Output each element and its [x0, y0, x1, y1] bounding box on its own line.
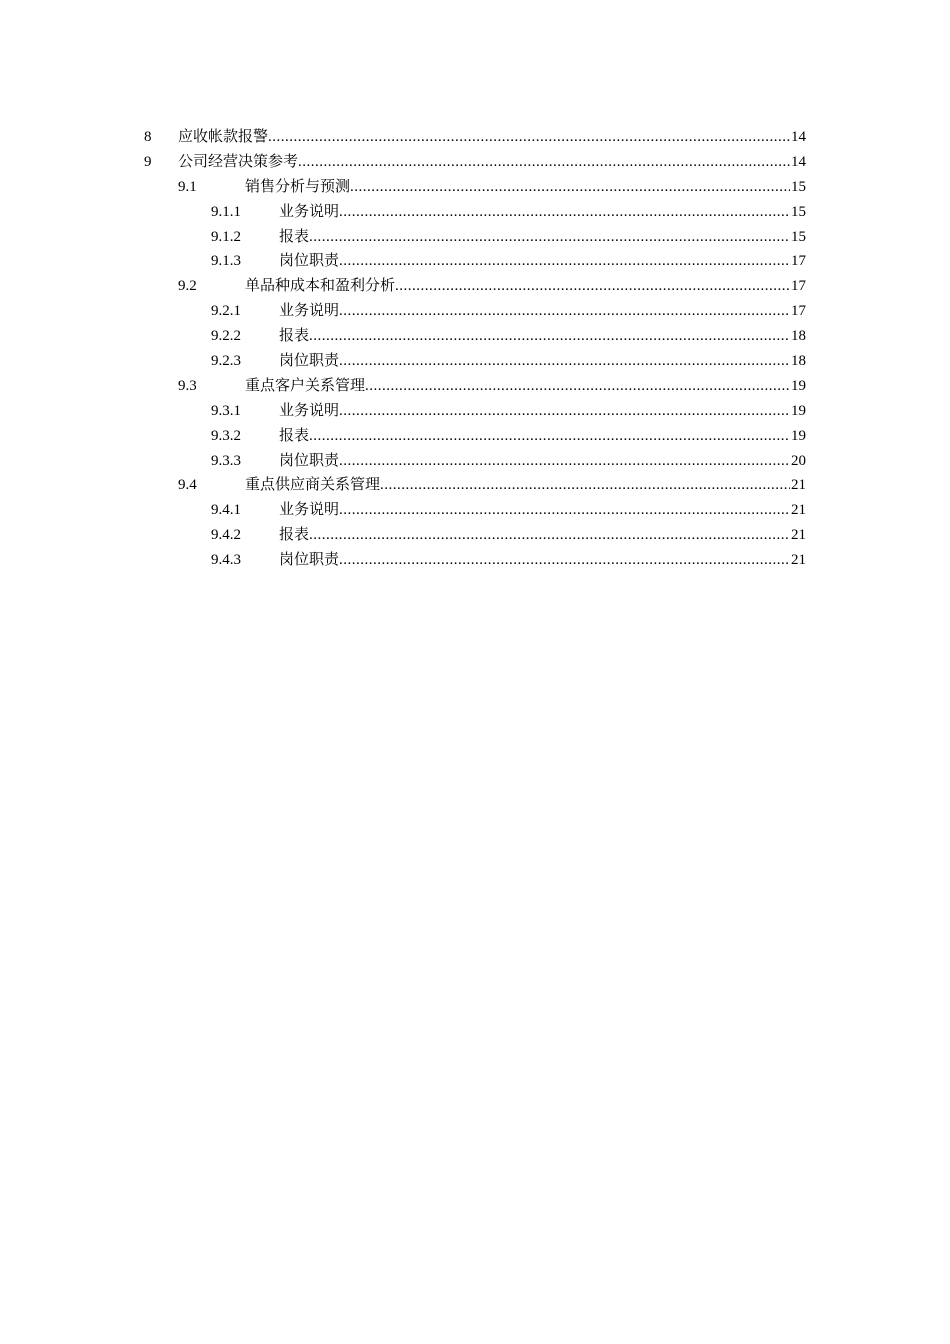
toc-entry-line	[279, 548, 806, 573]
toc-dot-leader	[339, 498, 790, 523]
toc-entry-page-number: 15	[791, 228, 806, 245]
toc-entry-number: 9.4	[178, 477, 197, 494]
toc-entry[interactable]	[0, 523, 950, 548]
toc-entry[interactable]	[0, 498, 950, 523]
toc-entry-line	[279, 424, 806, 449]
toc-entry-number: 9.3.3	[211, 452, 241, 469]
toc-entry-page-number: 15	[791, 178, 806, 195]
toc-entry-line	[279, 349, 806, 374]
toc-dot-leader	[309, 225, 790, 250]
toc-dot-leader	[380, 473, 790, 498]
toc-entry-line	[279, 449, 806, 474]
toc-dot-leader	[309, 424, 790, 449]
toc-entry-line	[178, 150, 806, 175]
toc-entry-line	[279, 200, 806, 225]
toc-dot-leader	[309, 523, 790, 548]
toc-entry-number: 9.1.1	[211, 203, 241, 220]
toc-entry-number: 9.3.2	[211, 427, 241, 444]
toc-entry-title[interactable]: 报表	[279, 225, 309, 250]
toc-entry[interactable]	[0, 150, 950, 175]
toc-entry-page-number: 18	[791, 328, 806, 345]
toc-entry[interactable]	[0, 125, 950, 150]
toc-entry-line	[279, 299, 806, 324]
toc-entry-number: 9.3	[178, 377, 197, 394]
toc-entry[interactable]	[0, 424, 950, 449]
toc-entry-line	[245, 274, 806, 299]
toc-entry-number: 9.1.2	[211, 228, 241, 245]
toc-entry-number: 8	[144, 129, 152, 145]
toc-dot-leader	[350, 175, 790, 200]
toc-entry-title[interactable]: 单品种成本和盈利分析	[245, 274, 395, 299]
toc-dot-leader	[309, 324, 790, 349]
toc-entry-line	[279, 399, 806, 424]
toc-entry[interactable]	[0, 324, 950, 349]
toc-entry-page-number: 15	[791, 203, 806, 220]
toc-entry-title[interactable]: 报表	[279, 324, 309, 349]
toc-entry-page-number: 20	[791, 452, 806, 469]
toc-dot-leader	[268, 125, 790, 150]
toc-entry[interactable]	[0, 399, 950, 424]
toc-entry-title[interactable]: 销售分析与预测	[245, 175, 350, 200]
toc-dot-leader	[339, 399, 790, 424]
toc-dot-leader	[339, 449, 790, 474]
toc-entry-line	[245, 374, 806, 399]
toc-entry-page-number: 17	[791, 253, 806, 270]
toc-entry-line	[279, 249, 806, 274]
toc-entry-title[interactable]: 业务说明	[279, 299, 339, 324]
toc-entry-title[interactable]: 报表	[279, 424, 309, 449]
toc-entry-page-number: 14	[791, 129, 806, 145]
toc-entry[interactable]	[0, 274, 950, 299]
toc-entry-title[interactable]: 岗位职责	[279, 449, 339, 474]
toc-entry-title[interactable]: 业务说明	[279, 498, 339, 523]
toc-entry-number: 9.2.1	[211, 303, 241, 320]
toc-entry-page-number: 14	[791, 153, 806, 170]
toc-entry[interactable]	[0, 548, 950, 573]
toc-entry-title[interactable]: 岗位职责	[279, 349, 339, 374]
toc-entry-page-number: 19	[791, 427, 806, 444]
toc-entry-line	[245, 175, 806, 200]
toc-entry-line	[279, 324, 806, 349]
toc-entry[interactable]	[0, 249, 950, 274]
toc-entry-page-number: 19	[791, 377, 806, 394]
toc-entry-line	[279, 523, 806, 548]
toc-entry-page-number: 21	[791, 477, 806, 494]
toc-entry-line	[279, 498, 806, 523]
toc-entry-number: 9	[144, 153, 152, 170]
toc-entry-number: 9.4.1	[211, 502, 241, 519]
toc-entry-number: 9.3.1	[211, 402, 241, 419]
toc-entry-number: 9.1.3	[211, 253, 241, 270]
table-of-contents	[0, 125, 950, 573]
toc-entry-title[interactable]: 应收帐款报警	[178, 125, 268, 150]
toc-entry-number: 9.2.2	[211, 328, 241, 345]
toc-entry[interactable]	[0, 175, 950, 200]
toc-entry-page-number: 19	[791, 402, 806, 419]
toc-entry-page-number: 21	[791, 502, 806, 519]
toc-dot-leader	[395, 274, 790, 299]
toc-entry-page-number: 17	[791, 303, 806, 320]
toc-entry[interactable]	[0, 225, 950, 250]
toc-entry[interactable]	[0, 200, 950, 225]
toc-entry-page-number: 18	[791, 353, 806, 370]
toc-entry-title[interactable]: 报表	[279, 523, 309, 548]
toc-dot-leader	[339, 200, 790, 225]
toc-entry-page-number: 21	[791, 527, 806, 544]
toc-entry-number: 9.1	[178, 178, 197, 195]
toc-entry-line	[178, 125, 806, 150]
toc-entry[interactable]	[0, 299, 950, 324]
toc-entry-page-number: 21	[791, 552, 806, 569]
toc-entry-page-number: 17	[791, 278, 806, 295]
toc-entry-title[interactable]: 重点客户关系管理	[245, 374, 365, 399]
toc-entry-number: 9.4.2	[211, 527, 241, 544]
toc-dot-leader	[339, 249, 790, 274]
toc-entry[interactable]	[0, 473, 950, 498]
toc-entry-title[interactable]: 岗位职责	[279, 548, 339, 573]
toc-entry[interactable]	[0, 374, 950, 399]
toc-dot-leader	[365, 374, 790, 399]
toc-dot-leader	[339, 349, 790, 374]
toc-entry-title[interactable]: 岗位职责	[279, 249, 339, 274]
toc-entry-number: 9.2.3	[211, 353, 241, 370]
toc-entry-title[interactable]: 业务说明	[279, 399, 339, 424]
toc-entry-number: 9.2	[178, 278, 197, 295]
toc-entry-title[interactable]: 公司经营决策参考	[178, 150, 298, 175]
toc-entry[interactable]	[0, 449, 950, 474]
toc-entry-title[interactable]: 业务说明	[279, 200, 339, 225]
toc-entry-title[interactable]: 重点供应商关系管理	[245, 473, 380, 498]
toc-dot-leader	[298, 150, 790, 175]
toc-dot-leader	[339, 548, 790, 573]
toc-entry-number: 9.4.3	[211, 552, 241, 569]
toc-entry-line	[279, 225, 806, 250]
toc-entry-line	[245, 473, 806, 498]
toc-entry[interactable]	[0, 349, 950, 374]
toc-dot-leader	[339, 299, 790, 324]
